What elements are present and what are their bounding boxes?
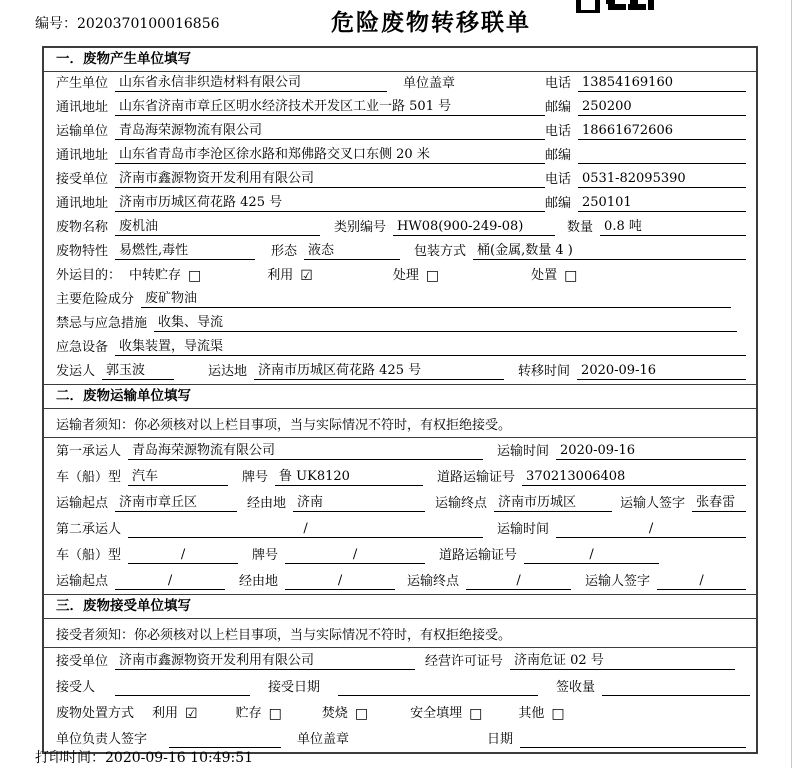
responsible-signature-label: 单位负责人签字: [56, 732, 148, 747]
plate-2-label: 牌号: [252, 548, 279, 563]
manifest-form: [42, 46, 758, 754]
section2-header: 二．废物运输单位填写: [44, 384, 756, 409]
route-via-2-label: 经由地: [239, 574, 279, 589]
row-waste-properties: [44, 240, 756, 264]
producer-label: 产生单位: [56, 76, 109, 91]
packing-value: 桶(金属,数量 4 ): [473, 243, 746, 260]
accept-date-value: [338, 680, 538, 696]
transporter-phone-label: 电话: [545, 124, 572, 139]
transport-time-label: 运输时间: [497, 444, 550, 459]
purpose-option-dispose: 处置: [531, 268, 558, 283]
second-carrier-value: /: [128, 521, 483, 538]
transfer-time-value: 2020-09-16: [577, 363, 746, 380]
row-waste-name: [44, 216, 756, 240]
page-edge-divider: [791, 0, 792, 768]
waste-category-label: 类别编号: [334, 220, 387, 235]
purpose-option-utilize: 利用: [267, 268, 294, 283]
row-emergency-measures: [44, 312, 756, 336]
disposal-option-landfill: 安全填埋: [410, 706, 463, 721]
producer-address-label: 通讯地址: [56, 100, 109, 115]
section3-header: 三．废物接受单位填写: [44, 594, 756, 619]
producer-value: 山东省永信非织造材料有限公司: [115, 75, 387, 92]
emergency-value: 收集、导流: [154, 315, 737, 332]
accept-date-label: 接受日期: [268, 680, 321, 695]
license-value: 济南危证 02 号: [510, 653, 735, 670]
transport-time-2-value: /: [556, 521, 746, 538]
print-time-line: [35, 747, 253, 767]
transporter-label: 运输单位: [56, 124, 109, 139]
first-carrier-label: 第一承运人: [56, 444, 122, 459]
carrier-signature-value: 张春雷: [692, 495, 746, 512]
transporter-postcode-label: 邮编: [545, 148, 572, 163]
disposal-option-utilize: 利用: [152, 706, 179, 721]
route-end-2-value: /: [466, 573, 571, 590]
waste-name-value: 废机油: [115, 219, 320, 236]
transfer-time-label: 转移时间: [518, 364, 571, 379]
checkbox-disposal-landfill-icon: □: [469, 706, 483, 722]
packing-label: 包装方式: [414, 244, 467, 259]
road-permit-value: 370213006408: [522, 469, 746, 486]
receiver-label: 接受单位: [56, 172, 109, 187]
print-time-value: 2020-09-16 10:49:51: [105, 750, 254, 766]
destination-label: 运达地: [208, 364, 248, 379]
plate-label: 牌号: [242, 470, 269, 485]
row-acceptor: [44, 674, 756, 700]
second-carrier-label: 第二承运人: [56, 522, 122, 537]
section1-header: 一．废物产生单位填写: [44, 48, 756, 72]
print-time-label: 打印时间：: [35, 750, 105, 766]
disposal-method-label: 废物处置方式: [56, 706, 135, 721]
row-emergency-equipment: [44, 336, 756, 360]
transport-time-value: 2020-09-16: [556, 443, 746, 460]
vehicle-type-value: 汽车: [128, 469, 228, 486]
transport-time-2-label: 运输时间: [497, 522, 550, 537]
destination-value: 济南市历城区荷花路 425 号: [254, 363, 504, 380]
accepting-unit-label: 接受单位: [56, 654, 109, 669]
disposal-option-incinerate: 焚烧: [321, 706, 348, 721]
row-transfer-purpose: [44, 264, 756, 288]
row-second-carrier: [44, 516, 756, 542]
receiver-postcode-label: 邮编: [545, 196, 572, 211]
producer-address-value: 山东省济南市章丘区明水经济技术开发区工业一路 501 号: [115, 99, 545, 116]
route-via-2-value: /: [285, 573, 395, 590]
row-vehicle-2: [44, 542, 756, 568]
carrier-signature-2-value: /: [657, 573, 746, 590]
transporter-notice: 运输者须知：你必须核对以上栏目事项，当与实际情况不符时，有权拒绝接受。: [44, 409, 756, 438]
waste-quantity-label: 数量: [567, 220, 594, 235]
waste-properties-label: 废物特性: [56, 244, 109, 259]
route-via-label: 经由地: [247, 496, 287, 511]
road-permit-2-value: /: [524, 547, 659, 564]
waste-form-value: 液态: [304, 243, 400, 260]
transporter-address-value: 山东省青岛市李沧区徐水路和郑佛路交叉口东侧 20 米: [115, 147, 545, 164]
received-quantity-value: [602, 680, 750, 696]
carrier-signature-2-label: 运输人签字: [585, 574, 651, 589]
equipment-value: 收集装置，导流渠: [115, 339, 746, 356]
vehicle-type-label: 车（船）型: [56, 470, 122, 485]
row-vehicle-1: [44, 464, 756, 490]
checkbox-disposal-store-icon: □: [268, 706, 282, 722]
disposal-option-other: 其他: [518, 706, 545, 721]
waste-form-label: 形态: [271, 244, 298, 259]
road-permit-2-label: 道路运输证号: [439, 548, 518, 563]
shipper-value: 郭玉波: [102, 363, 174, 380]
accepting-unit-value: 济南市鑫源物资开发利用有限公司: [115, 653, 415, 670]
row-transporter: [44, 120, 756, 144]
unit-seal-label: 单位盖章: [297, 732, 350, 747]
sign-date-label: 日期: [487, 732, 514, 747]
receiver-value: 济南市鑫源物资开发利用有限公司: [115, 171, 545, 188]
producer-phone-value: 13854169160: [578, 75, 746, 92]
route-via-value: 济南: [293, 495, 425, 512]
row-accepting-unit: [44, 648, 756, 674]
row-route-1: [44, 490, 756, 516]
hazard-value: 废矿物油: [141, 291, 731, 308]
receiver-phone-label: 电话: [545, 172, 572, 187]
disposal-option-store: 贮存: [235, 706, 262, 721]
row-producer: [44, 72, 756, 96]
transporter-phone-value: 18661672606: [578, 123, 746, 140]
emergency-label: 禁忌与应急措施: [56, 316, 148, 331]
row-receiver-address: [44, 192, 756, 216]
checkbox-dispose-icon: □: [564, 268, 578, 284]
route-end-label: 运输终点: [435, 496, 488, 511]
carrier-signature-label: 运输人签字: [620, 496, 686, 511]
serial-label: 编号：: [35, 16, 77, 32]
producer-seal-label: 单位盖章: [403, 76, 456, 91]
purpose-label: 外运目的：: [56, 268, 122, 283]
waste-properties-value: 易燃性,毒性: [115, 243, 255, 260]
acceptor-label: 接受人: [56, 680, 96, 695]
plate-2-value: /: [285, 547, 425, 564]
purpose-option-treat: 处理: [392, 268, 419, 283]
row-hazard-components: [44, 288, 756, 312]
receiver-phone-value: 0531-82095390: [578, 171, 746, 188]
checkbox-disposal-utilize-icon: ☑: [185, 706, 198, 722]
row-disposal-method: [44, 700, 756, 726]
page-title: 危险废物转移联单: [331, 9, 531, 36]
waste-category-value: HW08(900-249-08): [393, 219, 555, 236]
route-end-2-label: 运输终点: [407, 574, 460, 589]
route-start-label: 运输起点: [56, 496, 109, 511]
receiver-address-value: 济南市历城区荷花路 425 号: [115, 195, 545, 212]
responsible-signature-value: [169, 732, 281, 748]
route-start-2-value: /: [115, 573, 225, 590]
checkbox-treat-icon: □: [425, 268, 440, 284]
shipper-label: 发运人: [56, 364, 96, 379]
producer-postcode-value: 250200: [578, 99, 746, 116]
purpose-option-storage: 中转贮存: [129, 268, 182, 283]
checkbox-utilize-icon: ☑: [300, 268, 313, 284]
serial-value: 2020370100016856: [77, 16, 220, 32]
route-end-value: 济南市历城区: [494, 495, 612, 512]
first-carrier-value: 青岛海荣源物流有限公司: [128, 443, 483, 460]
route-start-2-label: 运输起点: [56, 574, 109, 589]
checkbox-disposal-other-icon: □: [551, 706, 565, 722]
transporter-postcode-value: [578, 148, 746, 164]
row-shipper: [44, 360, 756, 384]
acceptor-value: [115, 680, 250, 696]
sign-date-value: [520, 732, 746, 748]
receiver-address-label: 通讯地址: [56, 196, 109, 211]
transporter-address-label: 通讯地址: [56, 148, 109, 163]
receiver-notice: 接受者须知：你必须核对以上栏目事项，当与实际情况不符时，有权拒绝接受。: [44, 619, 756, 648]
received-quantity-label: 签收量: [556, 680, 596, 695]
qr-code-fragment-icon: [576, 0, 654, 10]
producer-postcode-label: 邮编: [545, 100, 572, 115]
row-receiver: [44, 168, 756, 192]
row-route-2: [44, 568, 756, 594]
checkbox-storage-icon: □: [188, 268, 202, 284]
route-start-value: 济南市章丘区: [115, 495, 237, 512]
row-first-carrier: [44, 438, 756, 464]
row-producer-address: [44, 96, 756, 120]
license-label: 经营许可证号: [425, 654, 504, 669]
transporter-value: 青岛海荣源物流有限公司: [115, 123, 545, 140]
row-transporter-address: [44, 144, 756, 168]
plate-value: 鲁 UK8120: [275, 469, 423, 486]
receiver-postcode-value: 250101: [578, 195, 746, 212]
vehicle-type-2-label: 车（船）型: [56, 548, 122, 563]
waste-quantity-value: 0.8 吨: [600, 219, 746, 236]
equipment-label: 应急设备: [56, 340, 109, 355]
hazard-label: 主要危险成分: [56, 292, 135, 307]
waste-name-label: 废物名称: [56, 220, 109, 235]
vehicle-type-2-value: /: [128, 547, 238, 564]
checkbox-disposal-incinerate-icon: □: [354, 706, 369, 722]
road-permit-label: 道路运输证号: [437, 470, 516, 485]
producer-phone-label: 电话: [545, 76, 572, 91]
